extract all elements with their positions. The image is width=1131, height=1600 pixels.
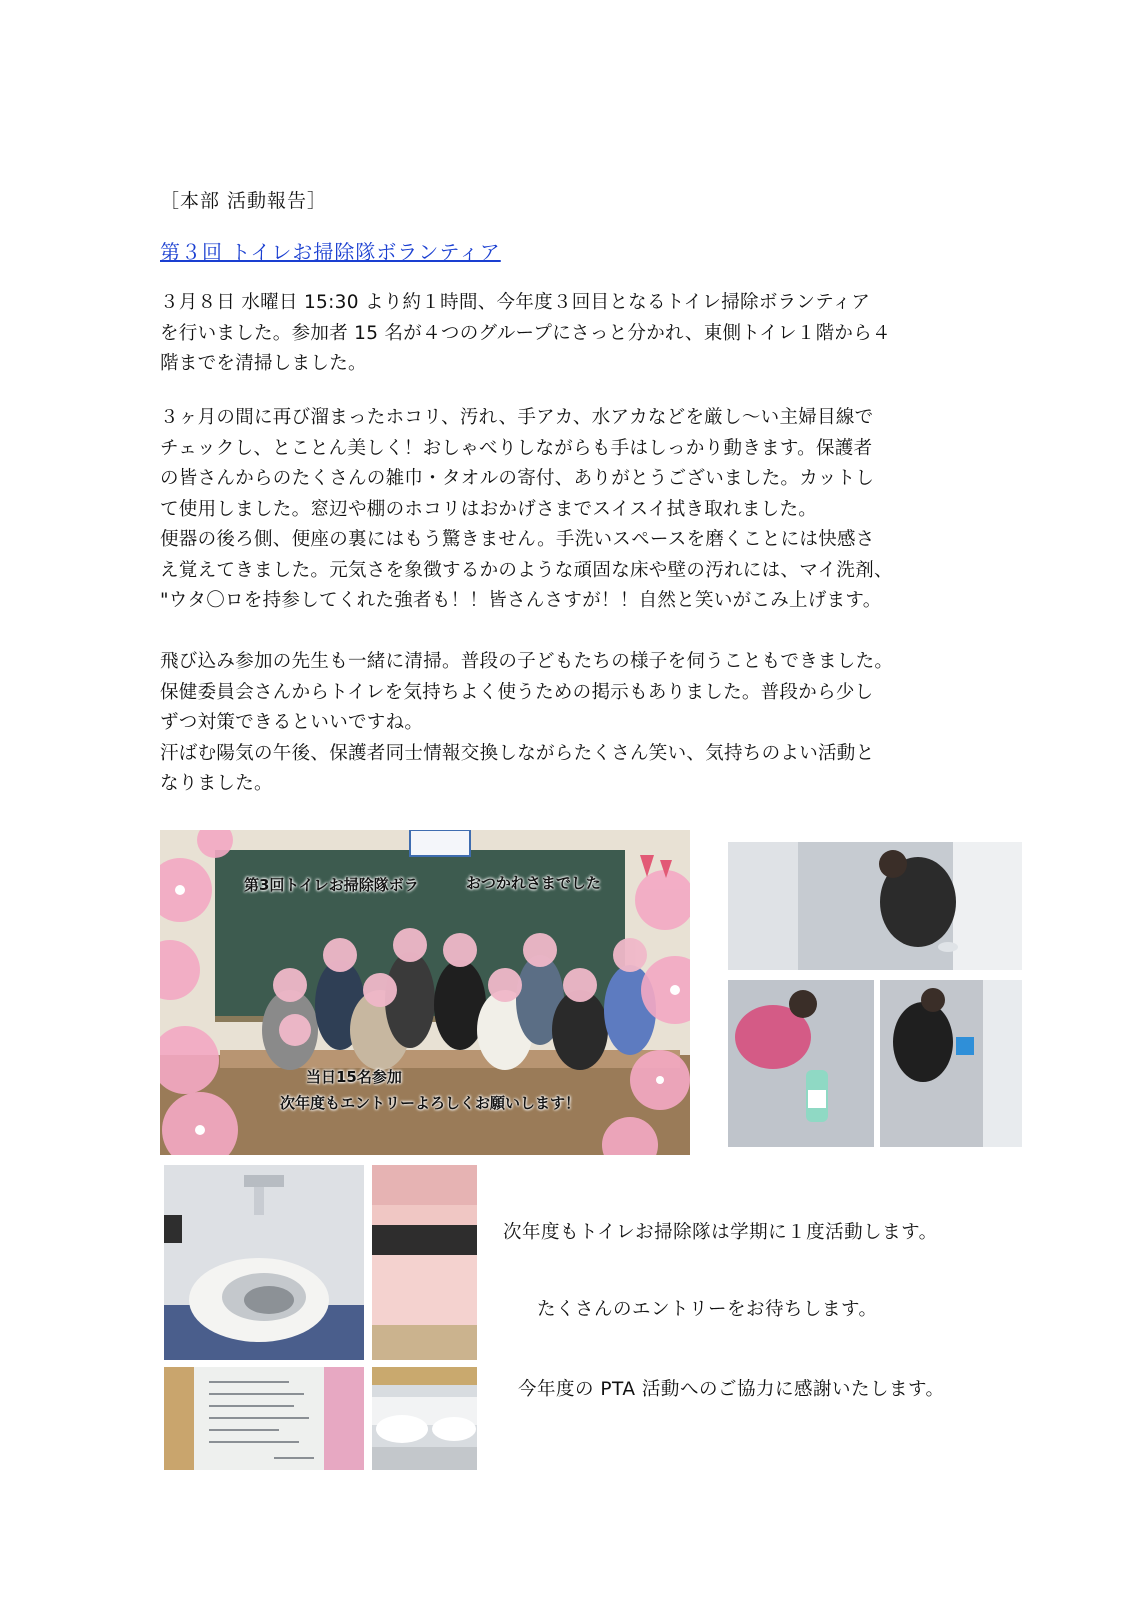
pink-window-illustration bbox=[372, 1165, 477, 1360]
pink-window-photo bbox=[372, 1165, 477, 1360]
closing-line-3: 今年度の PTA 活動へのご協力に感謝いたします。 bbox=[518, 1379, 945, 1400]
paragraph-1 bbox=[160, 288, 980, 380]
health-notice-photo bbox=[164, 1367, 364, 1470]
text-line: え覚えてきました。元気さを象徴するかのような頑固な床や壁の汚れには、マイ洗剤、 bbox=[160, 559, 893, 581]
text-line: 飛び込み参加の先生も一緒に清掃。普段の子どもたちの様子を伺うこともできました。 bbox=[160, 651, 894, 672]
text-line: 便器の後ろ側、便座の裏にはもう驚きません。手洗いスペースを磨くことには快感さ bbox=[160, 529, 875, 550]
text-line: チェックし、とことん美しく！おしゃべりしながらも手はしっかり動きます。保護者 bbox=[160, 437, 873, 459]
toilet-photo bbox=[164, 1165, 364, 1360]
closing-line-1: 次年度もトイレお掃除隊は学期に１度活動します。 bbox=[503, 1222, 938, 1243]
paragraph-3 bbox=[160, 647, 980, 800]
notice-illustration bbox=[164, 1367, 364, 1470]
paragraph-2 bbox=[160, 403, 980, 617]
text-line: 保健委員会さんからトイレを気持ちよく使うための掲示もありました。普段から少し bbox=[160, 681, 874, 703]
text-line: なりました。 bbox=[160, 773, 273, 794]
section-label: ［本部 活動報告］ bbox=[160, 190, 328, 212]
toilet-illustration bbox=[164, 1165, 364, 1360]
closing-line-2: たくさんのエントリーをお待ちします。 bbox=[537, 1299, 878, 1320]
group-photo bbox=[160, 830, 690, 1155]
text-line: を行いました。参加者 15 名が４つのグループにさっと分かれ、東側トイレ１階から４ bbox=[160, 322, 891, 344]
text-line: ３ヶ月の間に再び溜まったホコリ、汚れ、手アカ、水アカなどを厳し～い主婦目線で bbox=[160, 407, 874, 428]
caption-next-year: 次年度もエントリーよろしくお願いします！ bbox=[280, 1094, 581, 1112]
text-line: て使用しました。窓辺や棚のホコリはおかげさまでスイスイ拭き取れました。 bbox=[160, 498, 818, 520]
cleaning-collage bbox=[728, 842, 1022, 1147]
report-title: 第３回 トイレお掃除隊ボランティア bbox=[160, 240, 501, 264]
sink-illustration bbox=[372, 1367, 477, 1470]
text-line: 汗ばむ陽気の午後、保護者同士情報交換しながらたくさん笑い、気持ちのよい活動と bbox=[160, 742, 875, 764]
text-line: 階までを清掃しました。 bbox=[160, 353, 367, 374]
caption-thanks: おつかれさまでした bbox=[466, 874, 601, 892]
cleaning-collage-illustration bbox=[728, 842, 1022, 1147]
text-line: "ウタ〇ロを持参してくれた強者も！！皆さんさすが！！自然と笑いがこみ上げます。 bbox=[160, 590, 882, 611]
text-line: ずつ対策できるといいですね。 bbox=[160, 712, 424, 733]
text-line: ３月８日 水曜日 15:30 より約１時間、今年度３回目となるトイレ掃除ボランティア bbox=[160, 292, 871, 313]
caption-event-title: 第3回トイレお掃除隊ボラ bbox=[244, 876, 419, 894]
text-line: の皆さんからのたくさんの雑巾・タオルの寄付、ありがとうございました。カットし bbox=[160, 468, 875, 489]
sink-photo bbox=[372, 1367, 477, 1470]
caption-participants: 当日15名参加 bbox=[306, 1068, 402, 1086]
